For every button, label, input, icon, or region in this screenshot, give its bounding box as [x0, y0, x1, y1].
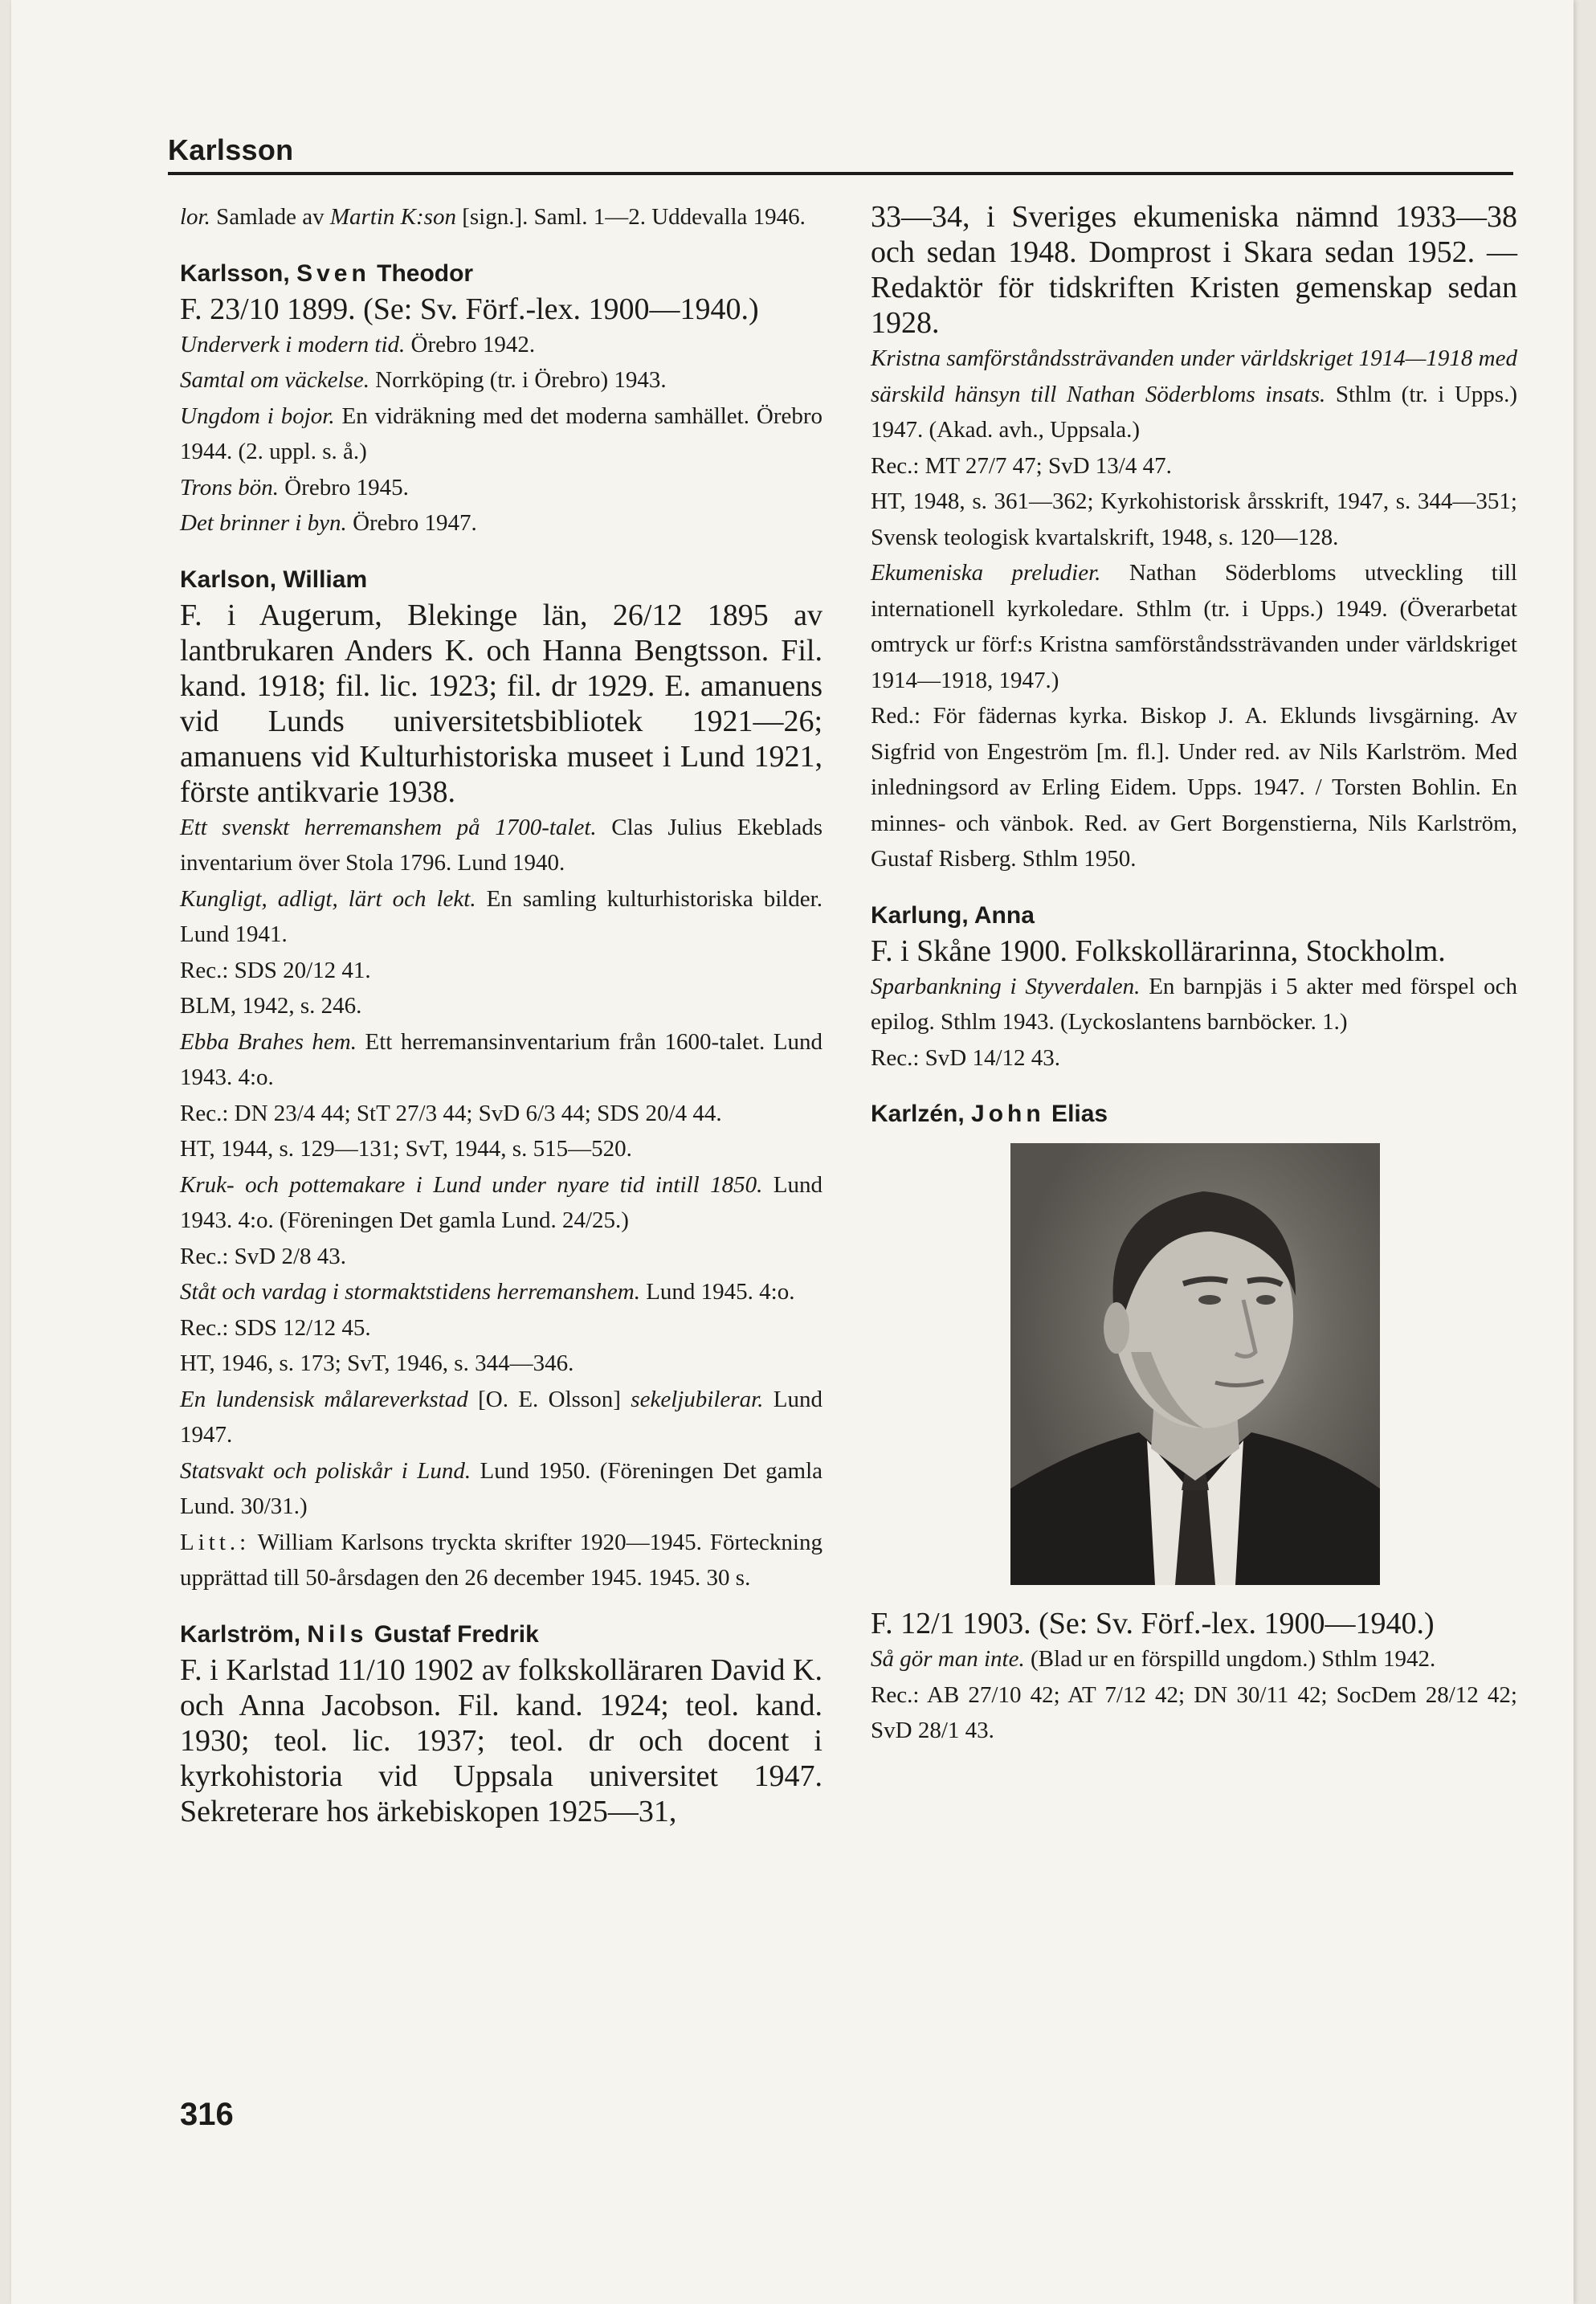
- entry-header-william-karlson: Karlson, William: [180, 566, 368, 593]
- review-line: HT, 1946, s. 173; SvT, 1946, s. 344—346.: [180, 1350, 574, 1376]
- work-item: Ett svenskt herremanshem på 1700-talet. Clas Julius Ekeblads inventarium över Stola 1796. Lund 1940.: [180, 814, 822, 876]
- review-line: Rec.: SDS 12/12 45.: [180, 1314, 371, 1341]
- entry-header-anna-karlung: Karlung, Anna: [871, 901, 1035, 929]
- entry-bio: F. 23/10 1899. (Se: Sv. Förf.-lex. 1900—1940.): [180, 292, 759, 326]
- entry-continuation: lor. Samlade av Martin K:son [sign.]. Saml. 1—2. Uddevalla 1946.: [180, 204, 806, 230]
- review-line: HT, 1944, s. 129—131; SvT, 1944, s. 515—520.: [180, 1136, 632, 1162]
- review-line: Rec.: MT 27/7 47; SvD 13/4 47.: [871, 452, 1172, 479]
- entry-bio: F. 12/1 1903. (Se: Sv. Förf.-lex. 1900—1940.): [871, 1607, 1435, 1640]
- editor-line: Red.: För fädernas kyrka. Biskop J. A. Eklunds livsgärning. Av Sigfrid von Engeström [m. fl.]. Under red. av Nils Karlström. Med inledningsord av Erling Eidem. Upps. 1947. / Torsten Bohlin. En minnes- och vänbok. Red. av Gert Borgenstierna, Nils Karlström, Gustaf Risberg. Sthlm 1950.: [871, 703, 1517, 872]
- work-item: Ståt och vardag i stormaktstidens herremanshem. Lund 1945. 4:o.: [180, 1279, 795, 1305]
- work-item: Samtal om väckelse. Norrköping (tr. i Örebro) 1943.: [180, 367, 667, 393]
- left-column: [180, 199, 822, 1829]
- review-line: Rec.: SDS 20/12 41.: [180, 957, 371, 983]
- entry-bio: F. i Skåne 1900. Folkskollärarinna, Stockholm.: [871, 933, 1446, 968]
- entry-bio: F. i Augerum, Blekinge län, 26/12 1895 av lantbrukaren Anders K. och Hanna Bengtsson. Fil. kand. 1918; fil. lic. 1923; fil. dr 1929. E. amanuens vid Lunds universitetsbibliotek 1921—26; amanuens vid Kulturhistoriska museet i Lund 1921, förste antikvarie 1938.: [180, 598, 822, 809]
- page-number: 316: [180, 2097, 234, 2132]
- page-sheet: [11, 0, 1574, 2304]
- work-item: Kristna samförståndssträvanden under världskriget 1914—1918 med särskild hänsyn till Nathan Söderbloms insats. Sthlm (tr. i Upps.) 1947. (Akad. avh., Uppsala.): [871, 345, 1518, 443]
- review-line: Rec.: AB 27/10 42; AT 7/12 42; DN 30/11 42; SocDem 28/12 42; SvD 28/1 43.: [871, 1681, 1517, 1743]
- literature-line: Litt.: William Karlsons tryckta skrifter 1920—1945. Förteckning upprättad till 50-årsdagen den 26 december 1945. 1945. 30 s.: [180, 1529, 822, 1591]
- work-item: Kungligt, adligt, lärt och lekt. En samling kulturhistoriska bilder. Lund 1941.: [180, 885, 822, 947]
- review-line: BLM, 1942, s. 246.: [180, 993, 362, 1019]
- work-item: En lundensisk målareverkstad [O. E. Olsson] sekeljubilerar. Lund 1947.: [180, 1386, 823, 1448]
- work-item: Ekumeniska preludier. Nathan Söderbloms utveckling till internationell kyrkoledare. Sthlm (tr. i Upps.) 1949. (Överarbetat omtryck ur förf:s Kristna samförståndssträvanden under världskriget 1914—1918, 1947.): [871, 560, 1517, 693]
- work-item: Det brinner i byn. Örebro 1947.: [180, 510, 477, 536]
- review-line: HT, 1948, s. 361—362; Kyrkohistorisk årsskrift, 1947, s. 344—351; Svensk teologisk kvartalskrift, 1948, s. 120—128.: [871, 488, 1517, 550]
- review-line: Rec.: SvD 14/12 43.: [871, 1044, 1061, 1071]
- running-head: Karlsson: [168, 133, 294, 166]
- work-item: Sparbankning i Styverdalen. En barnpjäs i 5 akter med förspel och epilog. Sthlm 1943. (Lyckoslantens barnböcker. 1.): [871, 973, 1517, 1035]
- entry-header-john-karlzen: Karlzén, John Elias: [871, 1101, 1108, 1127]
- work-item: Statsvakt och poliskår i Lund. Lund 1950. (Föreningen Det gamla Lund. 30/31.): [180, 1457, 822, 1519]
- work-item: Så gör man inte. (Blad ur en förspilld ungdom.) Sthlm 1942.: [871, 1646, 1436, 1672]
- review-line: Rec.: DN 23/4 44; StT 27/3 44; SvD 6/3 44; SDS 20/4 44.: [180, 1100, 722, 1126]
- entry-header-sven-karlsson: Karlsson, Sven Theodor: [180, 259, 474, 287]
- review-line: Rec.: SvD 2/8 43.: [180, 1243, 347, 1269]
- portrait-figure: [1010, 1143, 1380, 1585]
- work-item: Underverk i modern tid. Örebro 1942.: [180, 331, 536, 357]
- work-item: Ungdom i bojor. En vidräkning med det moderna samhället. Örebro 1944. (2. uppl. s. å.): [180, 402, 822, 464]
- work-item: Kruk- och pottemakare i Lund under nyare tid intill 1850. Lund 1943. 4:o. (Föreningen Det gamla Lund. 24/25.): [180, 1171, 823, 1233]
- entry-header-nils-karlstrom: Karlström, Nils Gustaf Fredrik: [180, 1620, 539, 1648]
- header-rule: [168, 172, 1513, 175]
- portrait-photo: [1010, 1143, 1380, 1585]
- entry-bio-continuation: 33—34, i Sveriges ekumeniska nämnd 1933—38 och sedan 1948. Domprost i Skara sedan 1952. — Redaktör för tidskriften Kristen gemenskap sedan 1928.: [871, 200, 1517, 340]
- right-column: [871, 199, 1517, 1749]
- work-item: Ebba Brahes hem. Ett herremansinventarium från 1600-talet. Lund 1943. 4:o.: [180, 1028, 822, 1090]
- entry-bio: F. i Karlstad 11/10 1902 av folkskolläraren David K. och Anna Jacobson. Fil. kand. 1924; teol. kand. 1930; teol. lic. 1937; teol. dr och docent i kyrkohistoria vid Uppsala universitet 1947. Sekreterare hos ärkebiskopen 1925—31,: [180, 1652, 822, 1828]
- work-item: Trons bön. Örebro 1945.: [180, 474, 409, 500]
